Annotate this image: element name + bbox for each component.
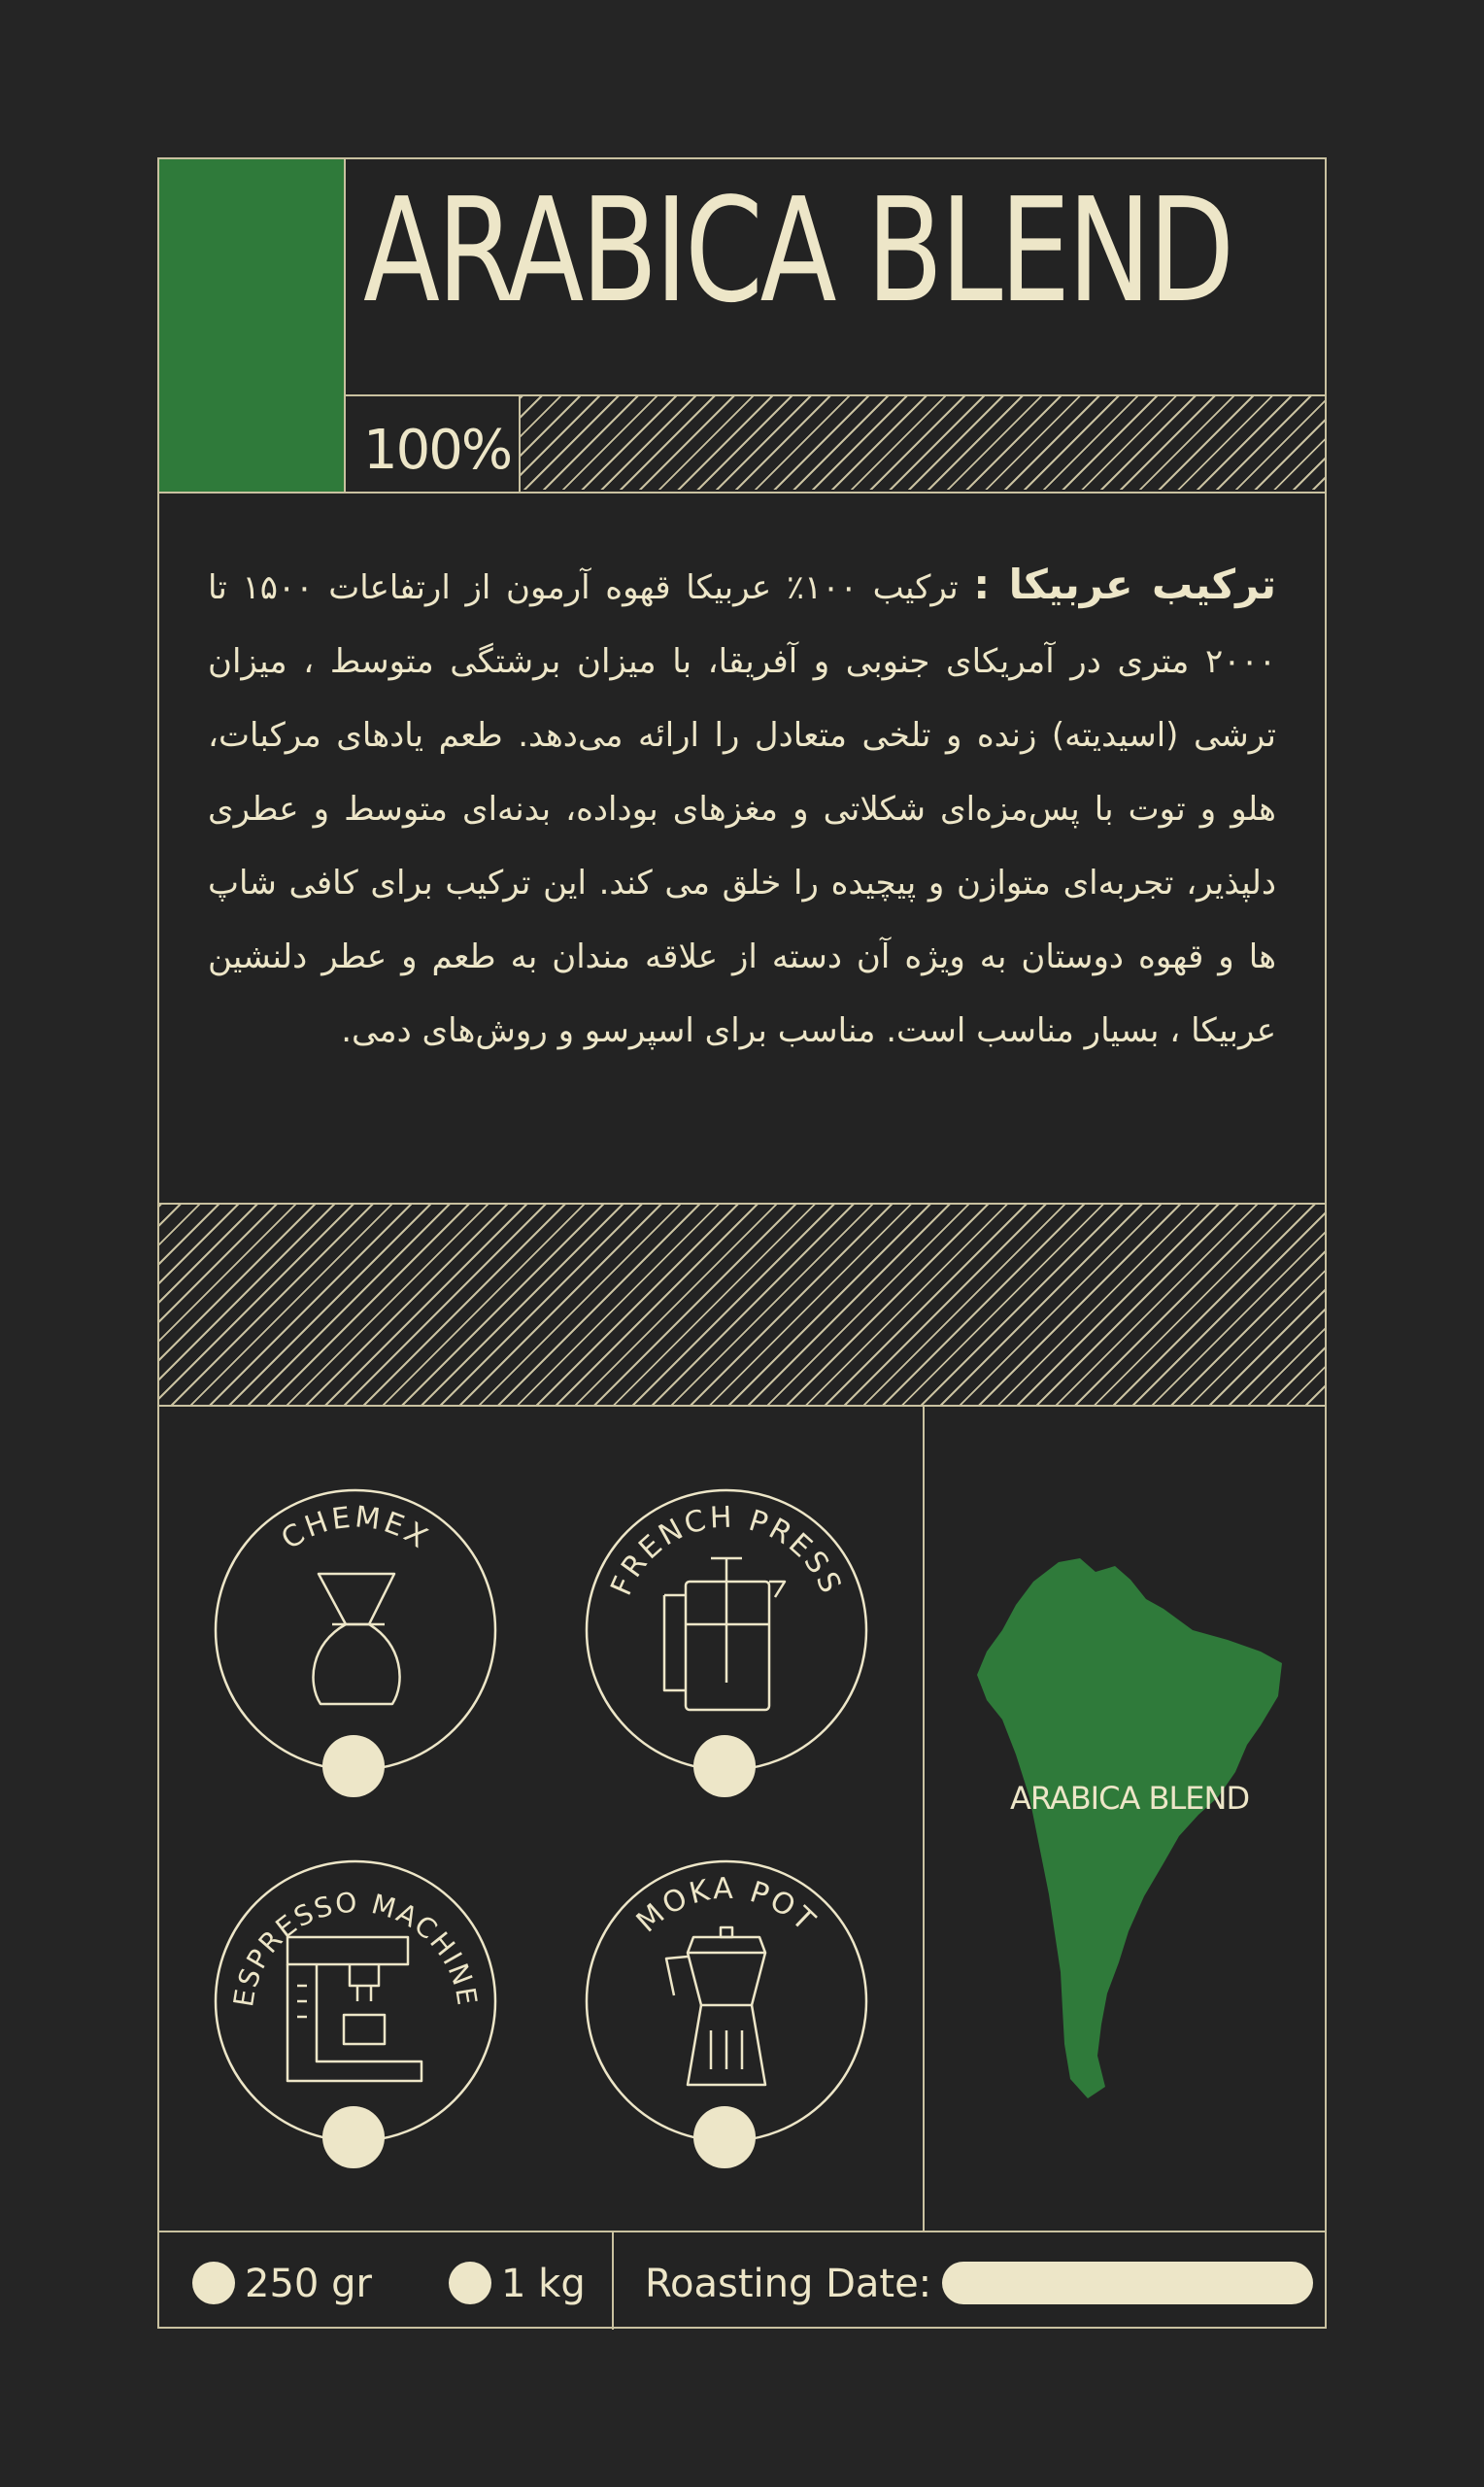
french-press-label: FRENCH PRESS <box>604 1500 849 1601</box>
brew-method-chemex <box>214 1488 497 1772</box>
methods-map-divider <box>923 1407 925 2231</box>
chemex-select-dot[interactable] <box>322 1735 385 1797</box>
brew-method-french-press <box>585 1488 868 1772</box>
moka-pot-select-dot[interactable] <box>693 2106 756 2168</box>
size-250-label: 250 gr <box>245 2262 372 2306</box>
moka-pot-badge <box>585 1859 868 2143</box>
espresso-machine-badge <box>214 1859 497 2143</box>
description-text <box>208 548 1276 1068</box>
header-bottom-line <box>159 492 1327 494</box>
french-press-badge <box>585 1488 868 1772</box>
chemex-icon <box>314 1574 400 1704</box>
chemex-label: CHEMEX <box>275 1500 436 1557</box>
svg-text:ESPRESSO MACHINE <box>227 1886 484 2009</box>
percent-badge: 100% <box>363 419 512 482</box>
header-divider <box>344 159 346 492</box>
south-america-map <box>973 1554 1284 2108</box>
hatch-band-bottom-line <box>159 1405 1327 1407</box>
brew-method-moka-pot <box>585 1859 868 2143</box>
french-press-select-dot[interactable] <box>693 1735 756 1797</box>
moka-pot-label: MOKA POT <box>629 1871 824 1940</box>
brew-method-espresso-machine <box>214 1859 497 2143</box>
coffee-label <box>157 157 1327 2329</box>
product-title: ARABICA BLEND <box>363 167 1232 334</box>
middle-hatch-pattern <box>159 1205 1327 1405</box>
moka-pot-icon <box>666 1927 765 2085</box>
size-1kg-label: 1 kg <box>501 2262 586 2306</box>
espresso-machine-icon <box>287 1937 422 2081</box>
header-hatch-pattern <box>521 396 1327 490</box>
espresso-machine-select-dot[interactable] <box>322 2106 385 2168</box>
size-250-checkbox[interactable] <box>192 2262 235 2304</box>
footer-divider <box>612 2232 614 2330</box>
description-body: ترکیب ۱۰۰٪ عربیکا قهوه آرمون از ارتفاعات ۱۵۰۰ تا ۲۰۰۰ متری در آمریکای جنوبی و آفریقا، با میزان برشتگی متوسط ، میزان ترشی (اسیدیته) زنده و تلخی متعادل را ارائه می‌دهد. طعم یادهای مرکبات، هلو و توت با پس‌مزه‌ای شکلاتی و مغزهای بوداده، بدنه‌ای متوسط و عطری دلپذیر، تجربه‌ای متوازن و پیچیده را خلق می کند. این ترکیب برای کافی شاپ ها و قهوه دوستان به ویژه آن دسته از علاقه مندان به طعم و عطر دلنشین عربیکا ، بسیار مناسب است. مناسب برای اسپرسو و روش‌های دمی. <box>208 568 1276 1050</box>
svg-text:CHEMEX <box>276 1500 436 1556</box>
green-color-block <box>159 159 344 492</box>
description-heading: ترکیب عربیکا : <box>973 561 1276 608</box>
french-press-icon <box>664 1558 785 1710</box>
footer-top-line <box>159 2231 1327 2232</box>
roasting-date-label: Roasting Date: <box>645 2262 932 2306</box>
roasting-date-field[interactable] <box>942 2262 1313 2304</box>
chemex-badge <box>214 1488 497 1772</box>
map-label: ARABICA BLEND <box>1010 1780 1250 1817</box>
size-1kg-checkbox[interactable] <box>449 2262 491 2304</box>
svg-text:MOKA POT <box>630 1872 824 1940</box>
espresso-machine-label: ESPRESSO MACHINE <box>227 1886 484 2009</box>
